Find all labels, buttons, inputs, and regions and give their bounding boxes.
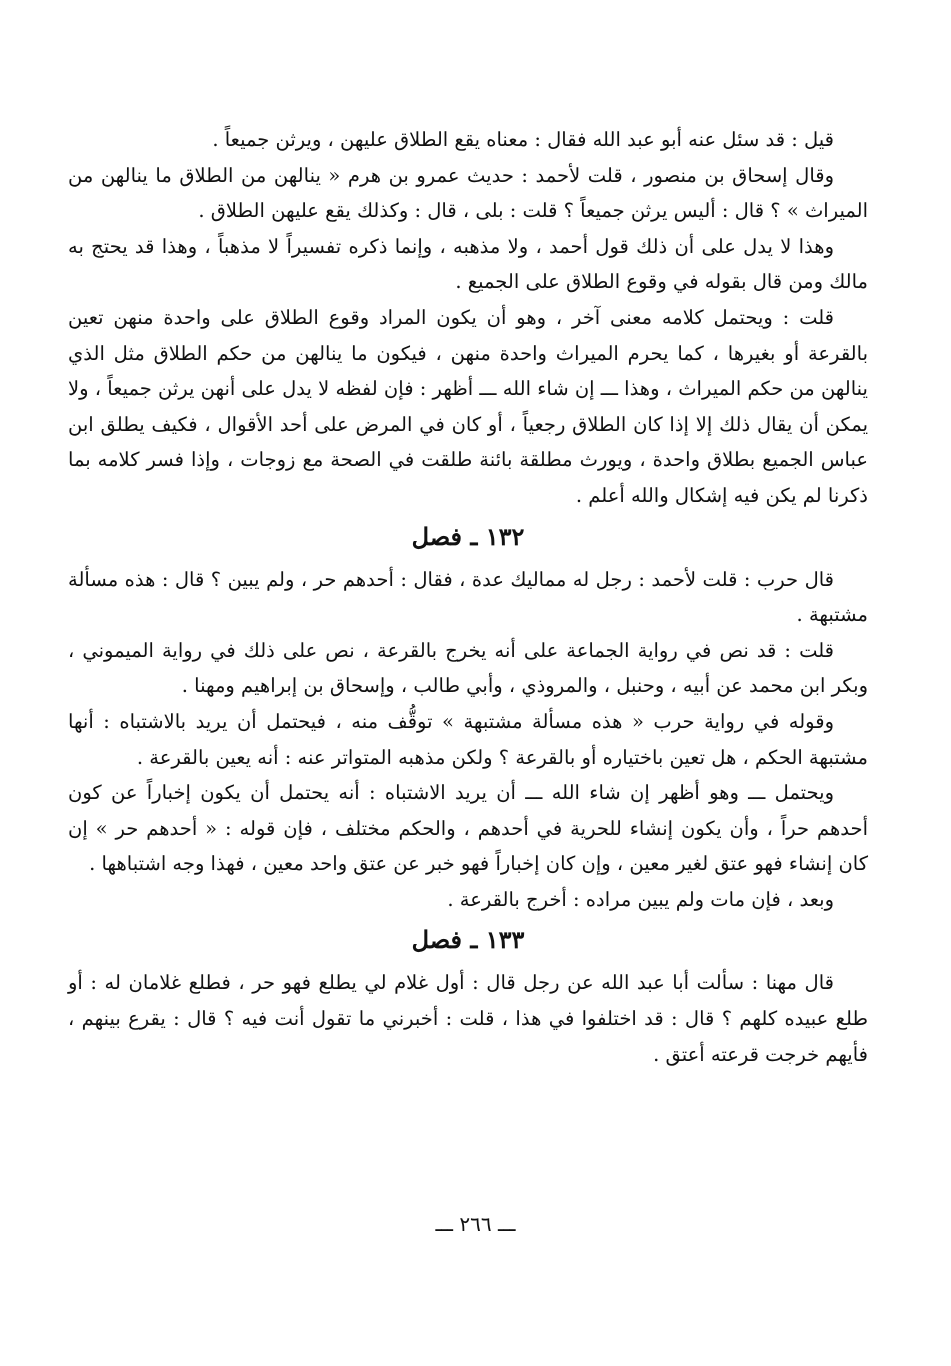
section-heading-132: ١٣٢ ـ فصل [411, 521, 525, 551]
paragraph: وقوله في رواية حرب « هذه مسألة مشتبهة » توقُّف منه ، فيحتمل أن يريد بالاشتباه : أنها مشتبهة الحكم ، هل تعين باختياره أو بالقرعة ؟ ولكن مذهبه المتواتر عنه : أنه يعين بالقرعة . [68, 709, 868, 769]
document-page [68, 122, 868, 1072]
paragraph: قلت : ويحتمل كلامه معنى آخر ، وهو أن يكون المراد وقوع الطلاق على واحدة منهن تعين بالقرعة أو بغيرها ، كما يحرم الميراث واحدة منهن ، فيكون ما ينالهن من حكم الطلاق مثل الذي ينالهن من حكم الميراث ، وهذا ـــ إن شاء الله ـــ أظهر : فإن لفظه لا يدل على أنهن يرثن جميعاً ، ولا يمكن أن يقال ذلك إلا إذا كان الطلاق رجعياً ، أو كان في المرض على أحد الأقوال ، فكيف يطلق ابن عباس الجميع بطلاق واحدة ، ويورث مطلقة بائنة طلقت في الصحة مع زوجات ، وإذا فسر كلامه بما ذكرنا لم يكن فيه إشكال والله أعلم . [68, 305, 868, 507]
page-number: ـــ ٢٦٦ ـــ [435, 1212, 516, 1236]
paragraph: وقال إسحاق بن منصور ، قلت لأحمد : حديث عمرو بن هرم « ينالهن من الطلاق ما ينالهن من الميراث » ؟ قال : أليس يرثن جميعاً ؟ قلت : بلى ، قال : وكذلك يقع عليهن الطلاق . [68, 163, 868, 223]
paragraph: ويحتمل ـــ وهو أظهر إن شاء الله ـــ أن يريد الاشتباه : أنه يحتمل أن يكون إخباراً عن كون أحدهم حراً ، وأن يكون إنشاء للحرية في أحدهم ، والحكم مختلف ، فإن قوله : « أحدهم حر » إن كان إنشاء فهو عتق لغير معين ، وإن كان إخباراً فهو خبر عن عتق واحد معين ، فهذا وجه اشتباهها . [68, 781, 868, 876]
paragraph: قلت : قد نص في رواية الجماعة على أنه يخرج بالقرعة ، نص على ذلك في رواية الميموني ، وبكر ابن محمد عن أبيه ، وحنبل ، والمروذي ، وأبي طالب ، وإسحاق بن إبراهيم ومهنا . [68, 638, 868, 698]
paragraph: قيل : قد سئل عنه أبو عبد الله فقال : معناه يقع الطلاق عليهن ، ويرثن جميعاً . [212, 128, 834, 151]
paragraph: وهذا لا يدل على أن ذلك قول أحمد ، ولا مذهبه ، وإنما ذكره تفسيراً لا مذهباً ، وهذا قد يحتج به مالك ومن قال بقوله في وقوع الطلاق على الجميع . [68, 234, 868, 294]
section-heading-133: ١٣٣ ـ فصل [411, 925, 525, 955]
paragraph: قال مهنا : سألت أبا عبد الله عن رجل قال : أول غلام لي يطلع فهو حر ، فطلع غلامان له : أو طلع عبيده كلهم ؟ قال : قد اختلفوا في هذا ، قلت : أخبرني ما تقول أنت فيه ؟ قال : يقرع بينهم ، فأيهم خرجت قرعته أعتق . [68, 971, 868, 1066]
paragraph: وبعد ، فإن مات ولم يبين مراده : أخرج بالقرعة . [447, 887, 834, 911]
paragraph: قال حرب : قلت لأحمد : رجل له مماليك عدة ، فقال : أحدهم حر ، ولم يبين ؟ قال : هذه مسألة مشتبهة . [68, 567, 868, 627]
